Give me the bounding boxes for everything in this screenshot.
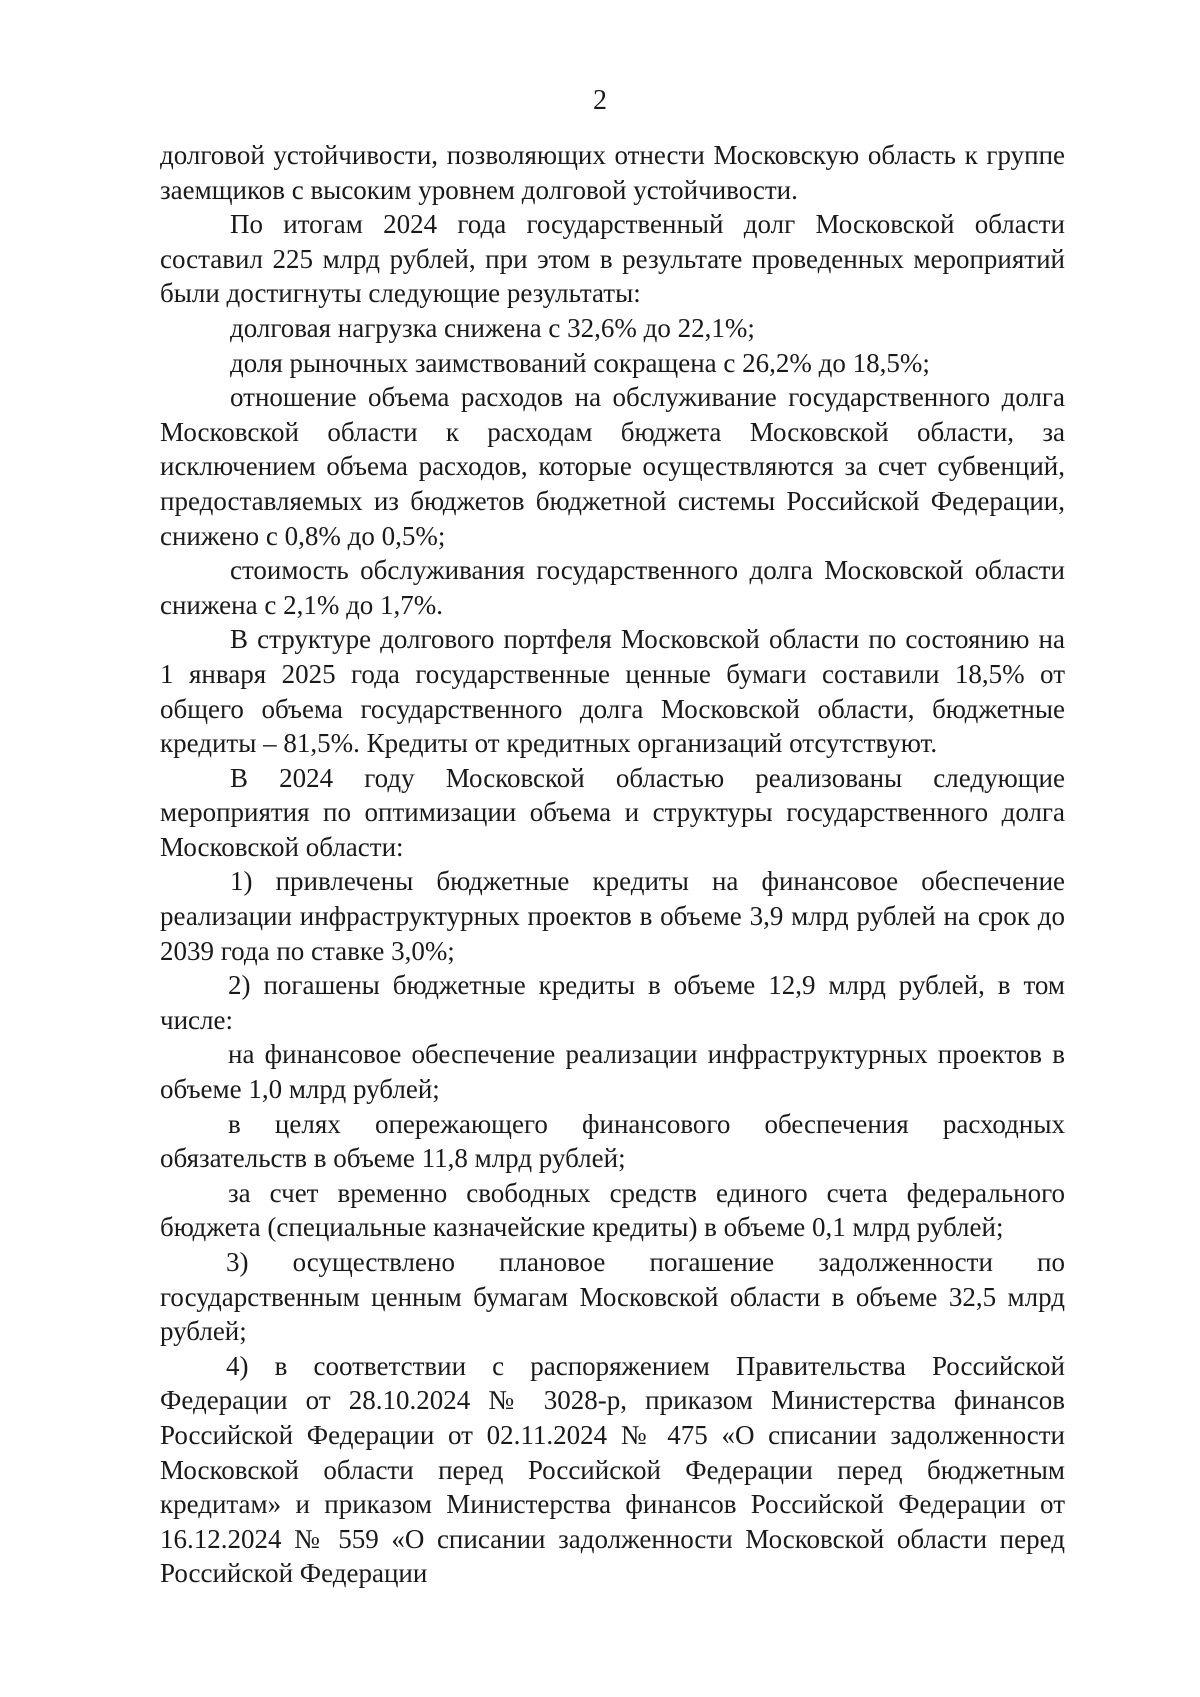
list-item-measure-2-infrastructure: на финансовое обеспечение реализации инфраструктурных проектов в объеме 1,0 млрд рублей; [160,1039,1065,1105]
page-number: 2 [593,85,607,116]
document-body [160,138,1065,1591]
list-item-measure-2-treasury: за счет временно свободных средств единого счета федерального бюджета (специальные казначейские кредиты) в объеме 0,1 млрд рублей; [160,1177,1065,1243]
list-item-measure-4: 4) в соответствии с распоряжением Правительства Российской Федерации от 28.10.2024 № 3028-р, приказом Министерства финансов Российской Федерации от 02.11.2024 № 475 «О списании задолженности Московской области перед Российской Федерации перед бюджетным кредитам» и приказом Министерства финансов Российской Федерации от 16.12.2024 № 559 «О списании задолженности Московской области перед Российской Федерации [160,1350,1065,1589]
list-item-market-borrowings: доля рыночных заимствований сокращена с 26,2% до 18,5%; [230,347,930,378]
list-item-servicing-ratio: отношение объема расходов на обслуживание государственного долга Московской области к расходам бюджета Московской области, за исключением объема расходов, которые осуществляются за счет субвенций, предоставляемых из бюджетов бюджетной системы Российской Федерации, снижено с 0,8% до 0,5%; [160,382,1065,551]
list-item-measure-2-advance: в целях опережающего финансового обеспечения расходных обязательств в объеме 11,8 млрд рублей; [160,1108,1065,1174]
list-item-servicing-cost: стоимость обслуживания государственного долга Московской области снижена с 2,1% до 1,7%. [160,555,1065,620]
paragraph-portfolio-structure: В структуре долгового портфеля Московской области по состоянию на 1 января 2025 года государственные ценные бумаги составили 18,5% от общего объема государственного долга Московской области, бюджетные кредиты – 81,5%. Кредиты от кредитных организаций отсутствуют. [160,624,1065,759]
list-item-measure-2: 2) погашены бюджетные кредиты в объеме 12,9 млрд рублей, в том числе: [160,970,1065,1035]
list-item-debt-load: долговая нагрузка снижена с 32,6% до 22,1%; [230,312,755,343]
paragraph-debt-sustainability: долговой устойчивости, позволяющих отнести Московскую область к группе заемщиков с высоким уровнем долговой устойчивости. [160,140,1065,205]
paragraph-2024-measures: В 2024 году Московской областью реализованы следующие мероприятия по оптимизации объема и структуры государственного долга Московской области: [160,762,1065,862]
list-item-measure-1: 1) привлечены бюджетные кредиты на финансовое обеспечение реализации инфраструктурных проектов в объеме 3,9 млрд рублей на срок до 2039 года по ставке 3,0%; [160,866,1065,966]
list-item-measure-3: 3) осуществлено плановое погашение задолженности по государственным ценным бумагам Московской области в объеме 32,5 млрд рублей; [160,1247,1065,1347]
paragraph-2024-results: По итогам 2024 года государственный долг Московской области составил 225 млрд рублей, при этом в результате проведенных мероприятий были достигнуты следующие результаты: [160,209,1065,309]
